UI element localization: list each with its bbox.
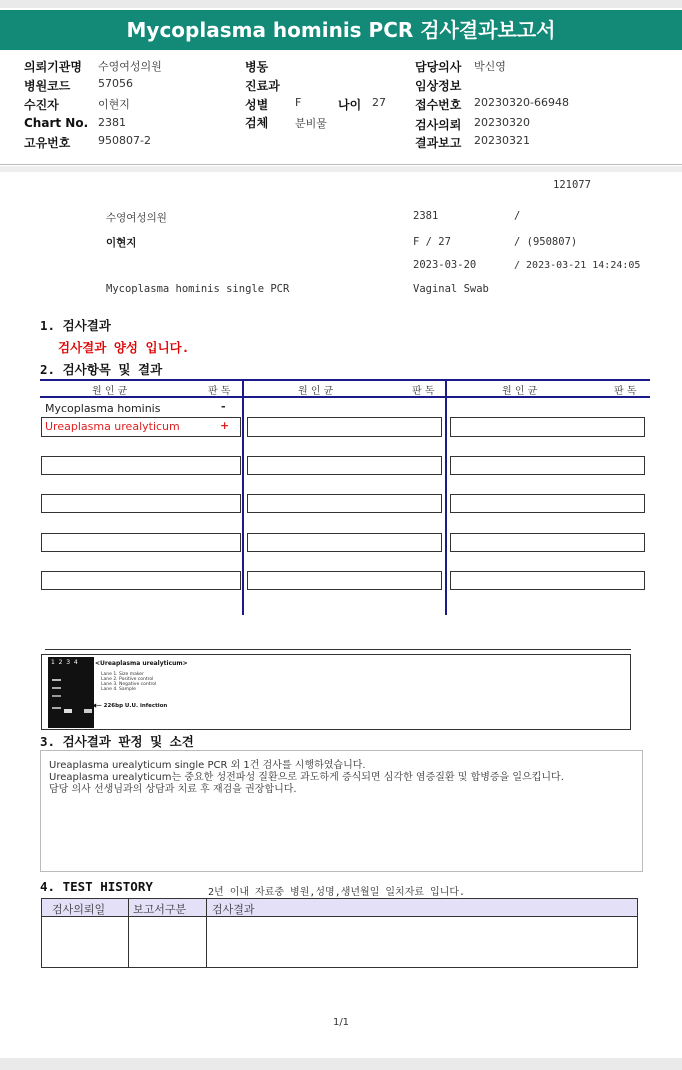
history-col-result: 검사결과 xyxy=(212,903,255,916)
header-value-age: 27 xyxy=(372,96,386,109)
result-cell xyxy=(247,456,442,475)
gel-positive-band xyxy=(64,709,72,713)
history-col-divider xyxy=(128,899,129,967)
gel-band-note-text: 226bp U.U. infection xyxy=(103,703,168,709)
header-label-specimen: 검체 xyxy=(245,116,269,130)
results-table-divider-1 xyxy=(242,381,244,615)
history-note: 2년 이내 자료중 병원,성명,생년월일 일치자료 입니다. xyxy=(208,887,466,898)
bottom-band xyxy=(0,1058,682,1070)
history-col-report-type: 보고서구분 xyxy=(133,903,187,916)
title-bar xyxy=(0,8,682,50)
result-cell xyxy=(247,494,442,513)
header-value-institution: 수영여성의원 xyxy=(98,60,162,73)
history-col-divider xyxy=(206,899,207,967)
opinion-line: 담당 의사 선생님과의 상담과 치료 후 재검을 권장합니다. xyxy=(49,784,297,795)
header-value-doctor: 박신영 xyxy=(474,60,506,73)
gel-legend-item: Lane 2. Positive control xyxy=(101,677,154,682)
header-divider xyxy=(0,164,682,165)
header-value-request-date: 20230320 xyxy=(474,116,530,129)
header-value-specimen: 분비물 xyxy=(295,117,327,130)
history-col-request-date: 검사의뢰일 xyxy=(52,903,106,916)
results-table-header-line xyxy=(40,396,650,398)
organism-name-positive: Ureaplasma urealyticum xyxy=(45,420,180,433)
header-label-chart-no: Chart No. xyxy=(24,116,89,130)
history-table xyxy=(41,898,638,968)
gel-heading: <Ureaplasma urealyticum> xyxy=(95,660,188,667)
col-header-organism-3: 원 인 균 xyxy=(502,386,538,397)
section1-title: 1. 검사결과 xyxy=(40,318,111,333)
gel-sample-band xyxy=(84,709,92,713)
header-label-report-date: 결과보고 xyxy=(415,136,462,150)
header-value-chart-no: 2381 xyxy=(98,116,126,129)
col-header-organism-1: 원 인 균 xyxy=(92,386,128,397)
gel-legend xyxy=(101,672,156,692)
gel-ladder-band xyxy=(52,679,61,681)
results-table-top-line xyxy=(40,379,650,381)
opinion-box xyxy=(40,750,643,872)
info-report-datetime: / 2023-03-21 14:24:05 xyxy=(514,260,641,271)
header-label-institution: 의뢰기관명 xyxy=(24,60,82,74)
organism-result: - xyxy=(221,400,226,413)
arrow-left-icon: ◀— xyxy=(92,703,102,709)
header-value-hospital-code: 57056 xyxy=(98,77,133,90)
header-label-hospital-code: 병원코드 xyxy=(24,79,71,93)
gel-legend-item: Lane 1. Size maker xyxy=(101,672,144,677)
info-hospital: 수영여성의원 xyxy=(106,212,167,224)
result-cell xyxy=(450,417,645,437)
gel-electrophoresis-image xyxy=(48,657,94,728)
result-cell xyxy=(247,417,442,437)
organism-name: Mycoplasma hominis xyxy=(45,402,161,415)
result-cell xyxy=(450,494,645,513)
result-cell xyxy=(450,533,645,552)
header-label-age: 나이 xyxy=(338,98,362,112)
header-value-receipt-no: 20230320-66948 xyxy=(474,96,569,109)
result-cell xyxy=(450,571,645,590)
result-cell xyxy=(41,533,241,552)
info-specimen: Vaginal Swab xyxy=(413,283,489,295)
result-cell xyxy=(41,571,241,590)
page-number: 1/1 xyxy=(332,1017,350,1028)
gel-ladder-band xyxy=(52,687,61,689)
header-gap-band xyxy=(0,166,682,172)
top-band xyxy=(0,0,682,8)
header-label-sex: 성별 xyxy=(245,98,269,112)
header-label-unique-no: 고유번호 xyxy=(24,136,71,150)
organism-result-positive: + xyxy=(220,419,230,432)
header-value-unique-no: 950807-2 xyxy=(98,134,151,147)
info-test-name: Mycoplasma hominis single PCR xyxy=(106,283,290,295)
gel-legend-item: Lane 3. Negative control xyxy=(101,682,157,687)
col-header-result-1: 판 독 xyxy=(208,386,231,397)
header-label-doctor: 담당의사 xyxy=(415,60,462,74)
history-table-header xyxy=(42,899,637,917)
header-label-department: 진료과 xyxy=(245,79,280,93)
gel-band-note xyxy=(92,703,167,709)
gel-ladder-band xyxy=(52,695,61,697)
header-value-patient: 이현지 xyxy=(98,98,130,111)
col-header-result-3: 판 독 xyxy=(614,386,637,397)
header-label-request-date: 검사의뢰 xyxy=(415,118,462,132)
info-chart: 2381 xyxy=(413,210,439,222)
header-label-receipt-no: 접수번호 xyxy=(415,98,462,112)
col-header-result-2: 판 독 xyxy=(412,386,435,397)
info-patient: 이현지 xyxy=(106,237,137,249)
result-cell xyxy=(41,494,241,513)
result-cell xyxy=(41,417,241,437)
opinion-line: Ureaplasma urealyticum single PCR 외 1건 검사를 시행하였습니다. xyxy=(49,760,366,771)
header-value-report-date: 20230321 xyxy=(474,134,530,147)
result-cell xyxy=(247,533,442,552)
results-table-divider-2 xyxy=(445,381,447,615)
header-label-ward: 병동 xyxy=(245,60,269,74)
gel-legend-item: Lane 4. Sample xyxy=(101,687,136,692)
result-cell xyxy=(247,571,442,590)
report-id: 121077 xyxy=(553,179,591,191)
gel-divider-line xyxy=(45,649,631,650)
section3-title: 3. 검사결과 판정 및 소견 xyxy=(40,734,194,749)
info-slash: / xyxy=(514,210,521,222)
header-value-sex: F xyxy=(295,96,302,109)
positive-result-message: 검사결과 양성 입니다. xyxy=(58,340,190,355)
info-sex-age: F / 27 xyxy=(413,236,451,248)
opinion-line: Ureaplasma urealyticum는 중요한 성전파성 질환으로 과도하게 증식되면 심각한 염증질환 및 합병증을 일으킵니다. xyxy=(49,772,564,783)
info-request-date: 2023-03-20 xyxy=(413,259,477,271)
report-title: Mycoplasma hominis PCR 검사결과보고서 xyxy=(126,18,556,42)
result-cell xyxy=(450,456,645,475)
section2-title: 2. 검사항목 및 결과 xyxy=(40,362,163,377)
info-birth: / (950807) xyxy=(514,236,578,248)
header-label-clinical-info: 임상정보 xyxy=(415,79,462,93)
gel-ladder-band xyxy=(52,707,61,709)
col-header-organism-2: 원 인 균 xyxy=(298,386,334,397)
gel-lane-numbers: 1 2 3 4 xyxy=(51,659,78,666)
header-label-patient: 수진자 xyxy=(24,98,59,112)
section4-title: 4. TEST HISTORY xyxy=(40,879,153,894)
result-cell xyxy=(41,456,241,475)
